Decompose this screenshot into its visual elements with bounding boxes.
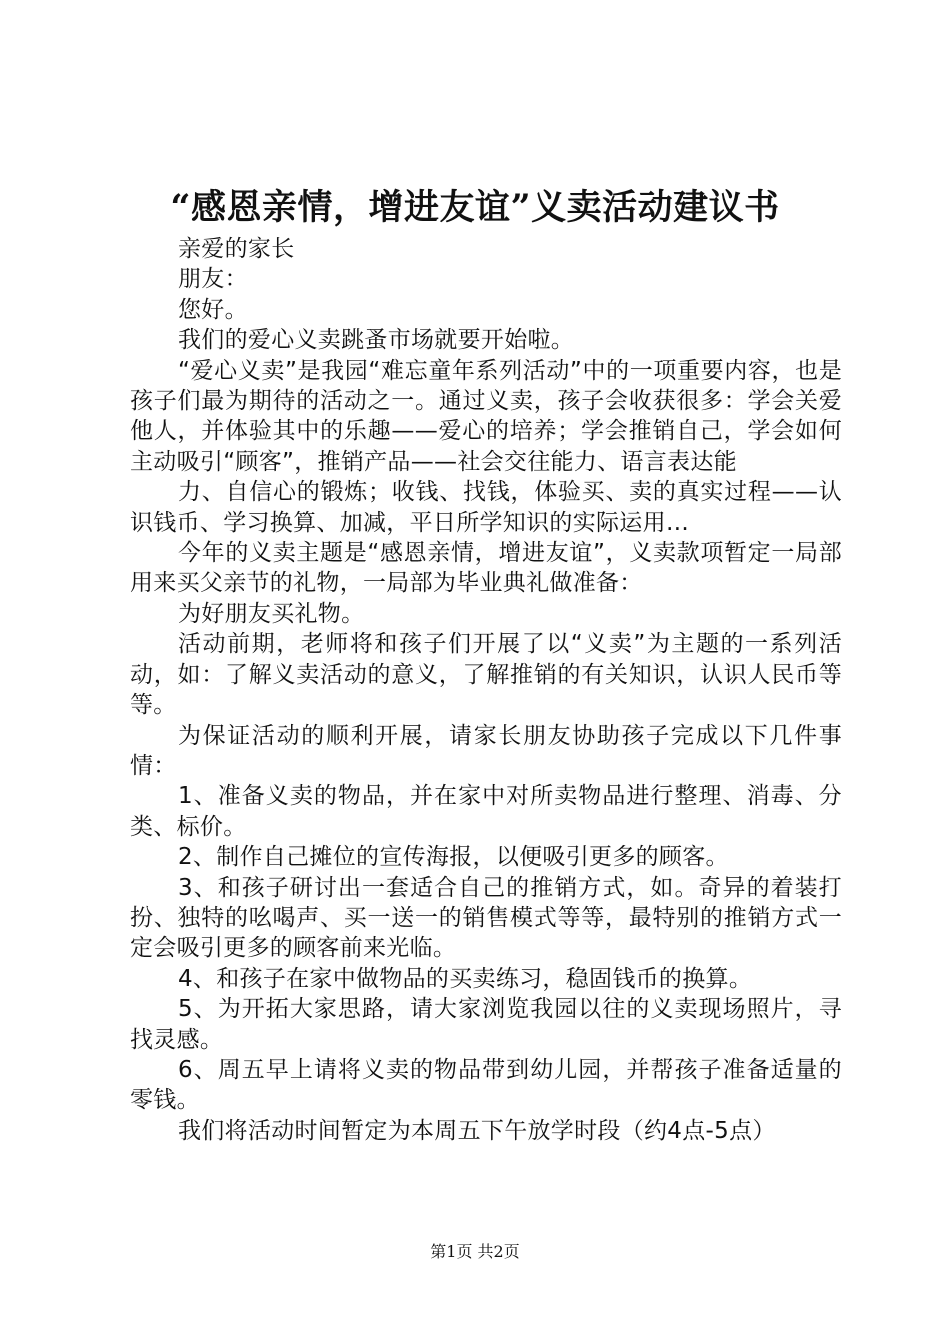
paragraph: 活动前期，老师将和孩子们开展了以“义卖”为主题的一系列活动，如：了解义卖活动的意义，了解推销的有关知识，认识人民币等等。 [130,631,842,719]
paragraph: 朋友： [178,266,248,293]
list-item: 4、和孩子在家中做物品的买卖练习，稳固钱币的换算。 [178,965,753,992]
list-item: 2、制作自己摊位的宣传海报，以便吸引更多的顾客。 [178,844,729,871]
paragraph: 今年的义卖主题是“感恩亲情，增进友谊”，义卖款项暂定一局部用来买父亲节的礼物，一局部为毕业典礼做准备： [130,540,842,597]
document-title: “感恩亲情，增进友谊”义卖活动建议书 [170,187,780,228]
paragraph: “爱心义卖”是我园“难忘童年系列活动”中的一项重要内容，也是孩子们最为期待的活动之一。通过义卖，孩子会收获很多：学会关爱他人，并体验其中的乐趣——爱心的培养；学会推销自己，学会如何主动吸引“顾客”，推销产品——社会交往能力、语言表达能 [130,357,842,475]
list-item: 6、周五早上请将义卖的物品带到幼儿园，并帮孩子准备适量的零钱。 [130,1056,842,1114]
paragraph: 您好。 [178,296,248,323]
paragraph: 为保证活动的顺利开展，请家长朋友协助孩子完成以下几件事情： [130,722,842,779]
document-body [130,234,842,1146]
list-item: 5、为开拓大家思路，请大家浏览我园以往的义卖现场照片，寻找灵感。 [130,996,842,1053]
list-item: 1、准备义卖的物品，并在家中对所卖物品进行整理、消毒、分类、标价。 [130,783,842,840]
paragraph: 亲爱的家长 [178,236,295,262]
paragraph: 为好朋友买礼物。 [178,600,365,627]
paragraph: 力、自信心的锻炼；收钱、找钱，体验买、卖的真实过程——认识钱币、学习换算、加减，平日所学知识的实际运用… [130,479,842,536]
paragraph: 我们的爱心义卖跳蚤市场就要开始啦。 [178,327,575,354]
list-item: 3、和孩子研讨出一套适合自己的推销方式，如。奇异的着装打扮、独特的吆喝声、买一送一的销售模式等等，最特别的推销方式一定会吸引更多的顾客前来光临。 [130,874,842,962]
paragraph: 我们将活动时间暂定为本周五下午放学时段（约4点-5点） [178,1117,776,1144]
page-number-footer: 第1页 共2页 [430,1242,520,1261]
